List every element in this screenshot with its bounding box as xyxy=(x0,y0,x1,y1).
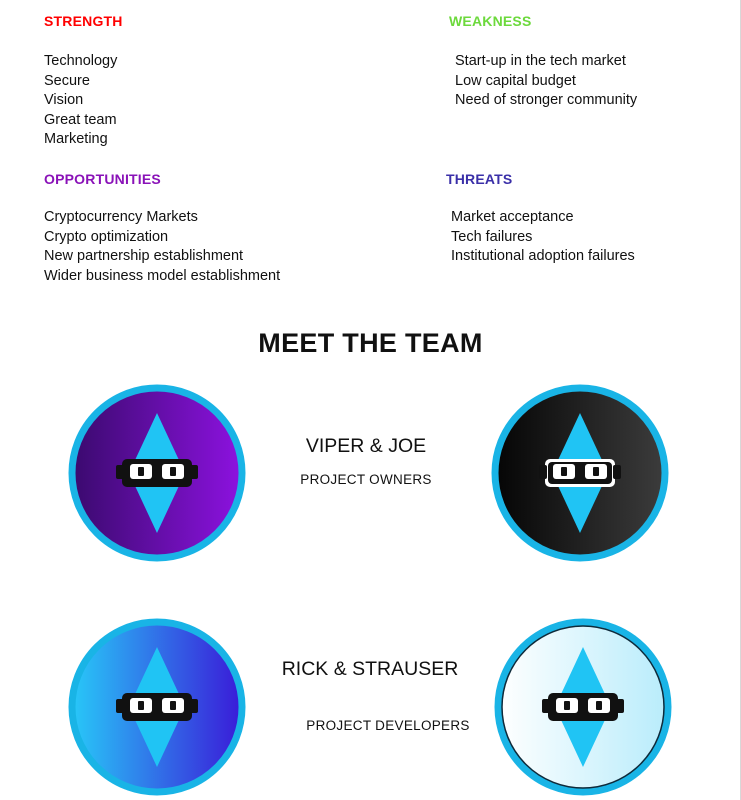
list-item: Vision xyxy=(44,92,84,109)
team-group-role: PROJECT OWNERS xyxy=(300,472,432,487)
list-item: Marketing xyxy=(44,131,108,148)
list-item: New partnership establishment xyxy=(44,248,244,265)
team-group-role: PROJECT DEVELOPERS xyxy=(306,718,470,733)
list-item: Crypto optimization xyxy=(44,228,169,245)
team-avatar-blue xyxy=(67,617,247,797)
list-item: Start-up in the tech market xyxy=(455,53,626,69)
opportunities-list xyxy=(44,208,280,286)
strength-list xyxy=(44,52,117,150)
team-group-name: VIPER & JOE xyxy=(305,435,427,457)
team-group-name: RICK & STRAUSER xyxy=(281,658,459,680)
list-item: Institutional adoption failures xyxy=(451,248,635,265)
weakness-heading: WEAKNESS xyxy=(449,13,532,29)
team-avatar-white xyxy=(493,617,673,797)
team-section-title: MEET THE TEAM xyxy=(258,328,483,358)
list-item: Wider business model establishment xyxy=(44,267,281,284)
weakness-list xyxy=(455,52,637,111)
threats-list xyxy=(451,208,635,267)
strength-heading: STRENGTH xyxy=(44,13,123,29)
list-item: Market acceptance xyxy=(451,209,574,225)
list-item: Need of stronger community xyxy=(455,92,638,109)
list-item: Cryptocurrency Markets xyxy=(44,209,198,225)
list-item: Low capital budget xyxy=(455,72,576,89)
list-item: Secure xyxy=(44,72,90,89)
threats-heading: THREATS xyxy=(446,171,513,187)
opportunities-heading: OPPORTUNITIES xyxy=(44,171,161,187)
list-item: Great team xyxy=(44,111,117,128)
list-item: Tech failures xyxy=(451,228,533,245)
list-item: Technology xyxy=(44,53,118,69)
